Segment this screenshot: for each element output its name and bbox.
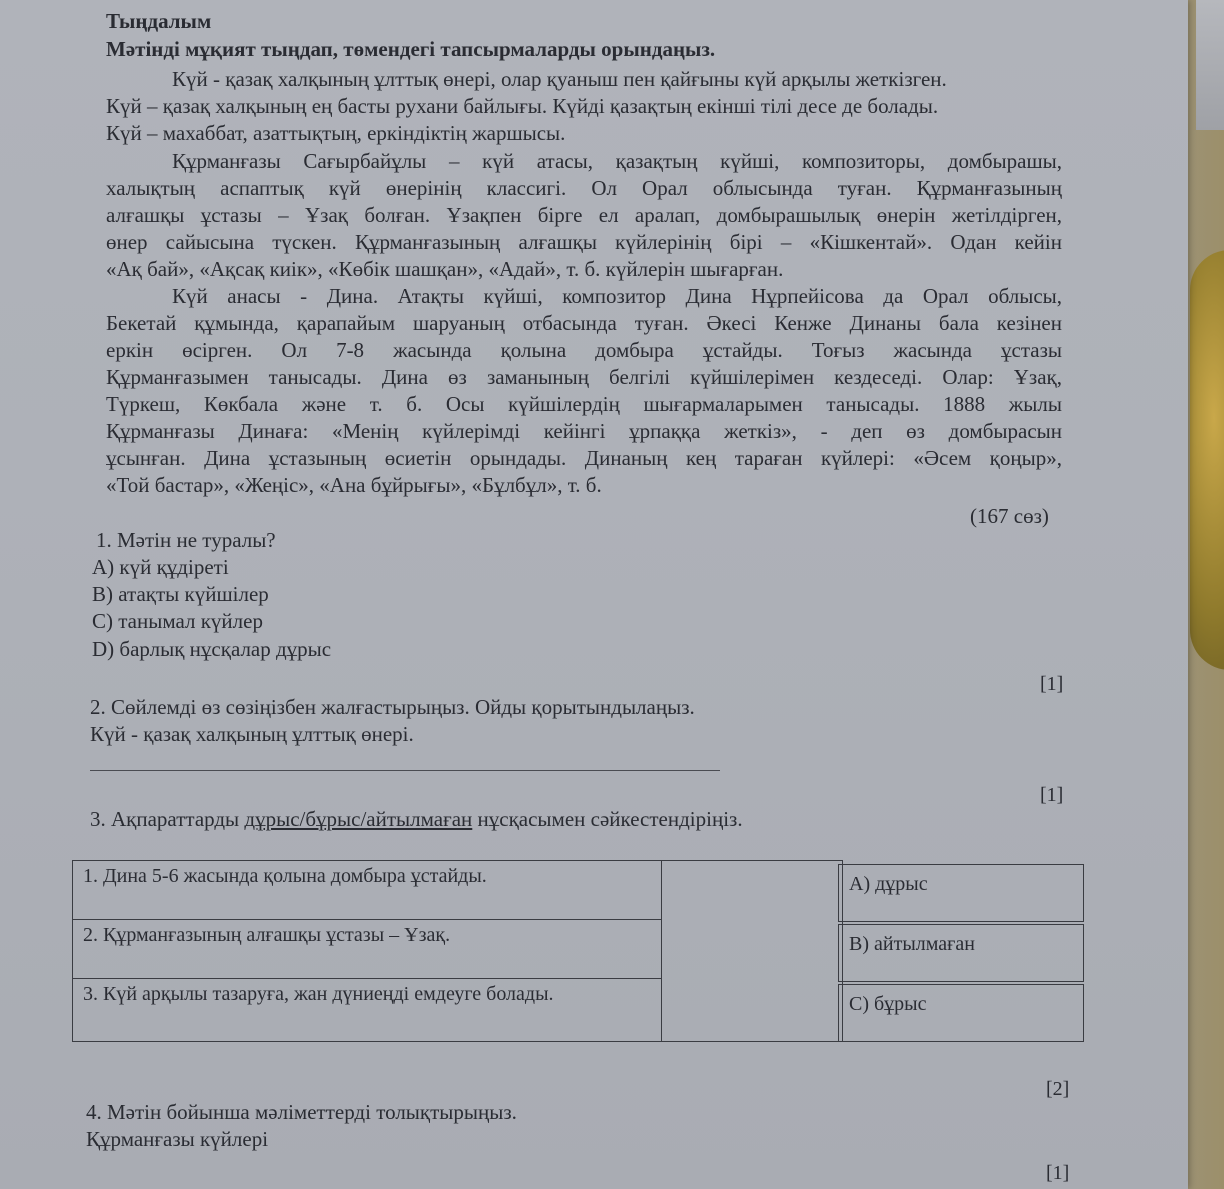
q2-question: 2. Сөйлемді өз сөзіңізбен жалғастырыңыз. Ойды қорытындылаңыз. xyxy=(90,695,695,719)
q2-mark: [1] xyxy=(1040,784,1064,806)
section-title: Тыңдалым xyxy=(106,9,212,33)
table-row xyxy=(73,920,843,979)
q1-option-c: C) танымал күйлер xyxy=(92,609,263,633)
passage-line: Күй – махаббат, азаттықтың, еркіндіктің жаршысы. xyxy=(106,121,566,145)
passage-line: «Той бастар», «Жеңіс», «Ана бұйрығы», «Бұлбұл», т. б. xyxy=(106,473,602,497)
background-fruit xyxy=(1190,250,1224,670)
q1-option-d: D) барлық нұсқалар дұрыс xyxy=(92,637,332,661)
statements-table xyxy=(72,860,843,1042)
option-c: C) бұрыс xyxy=(838,984,1084,1042)
q1-question: 1. Мәтін не туралы? xyxy=(96,528,276,552)
passage-line: Бекетай құмында, қарапайым шаруаның отбасында туған. Әкесі Кенже Динаны бала кезінен xyxy=(106,311,1062,335)
passage-line: Түркеш, Көкбала және т. б. Осы күйшілердің шығармаларымен танысады. 1888 жылы xyxy=(106,392,1062,416)
matching-space xyxy=(662,861,843,920)
passage-line: Күй – қазақ халқының ең басты рухани байлығы. Күйді қазақтың екінші тілі десе де болады. xyxy=(106,94,939,118)
statement-1: 1. Дина 5-6 жасында қолына домбыра ұстайды. xyxy=(73,861,662,920)
background-wall xyxy=(1196,0,1224,130)
table-row xyxy=(73,979,843,1042)
passage-line: алғашқы ұстазы – Ұзақ болған. Ұзақпен бірге ел аралап, домбырашылық өнерін жетілдірген, xyxy=(106,203,1062,227)
q3-question-prefix: 3. Ақпараттарды xyxy=(90,807,245,831)
passage-line: Құрманғазымен танысады. Дина өз заманының белгілі күйшілерімен кездеседі. Олар: Ұзақ, xyxy=(106,365,1062,389)
table-row xyxy=(73,861,843,920)
passage-line: ұсынған. Дина ұстазының өсиетін орындады. Динаның кең тараған күйлері: «Әсем қоңыр», xyxy=(106,446,1062,470)
q1-mark: [1] xyxy=(1040,673,1064,695)
matching-space xyxy=(662,979,843,1042)
statement-2: 2. Құрманғазының алғашқы ұстазы – Ұзақ. xyxy=(73,920,662,979)
q3-question xyxy=(90,806,743,833)
q4-mark: [1] xyxy=(1046,1162,1070,1184)
option-b: B) айтылмаған xyxy=(838,924,1084,982)
matching-space xyxy=(662,920,843,979)
q3-mark: [2] xyxy=(1046,1078,1070,1100)
passage-line: Күй анасы - Дина. Атақты күйші, композитор Дина Нұрпейісова да Орал облысы, xyxy=(172,284,1062,308)
statement-3: 3. Күй арқылы тазаруға, жан дүниеңді емдеуге болады. xyxy=(73,979,662,1042)
passage-line: Күй - қазақ халқының ұлттық өнері, олар қуаныш пен қайғыны күй арқылы жеткізген. xyxy=(172,67,947,91)
q4-prompt: Құрманғазы күйлері xyxy=(86,1127,269,1151)
passage-line: Құрманғазы Динаға: «Менің күйлерімді кейінгі ұрпаққа жеткіз», - деп өз домбырасын xyxy=(106,419,1062,443)
q2-prompt: Күй - қазақ халқының ұлттық өнері. xyxy=(90,722,414,746)
passage-line: Құрманғазы Сағырбайұлы – күй атасы, қазақтың күйші, композиторы, домбырашы, xyxy=(172,149,1062,173)
word-count: (167 сөз) xyxy=(970,504,1049,528)
q1-option-a: A) күй құдіреті xyxy=(92,555,229,579)
answer-line[interactable] xyxy=(90,770,720,771)
instruction: Мәтінді мұқият тыңдап, төмендегі тапсырмаларды орындаңыз. xyxy=(106,37,716,61)
passage-line: «Ақ бай», «Ақсақ киік», «Көбік шашқан», «Адай», т. б. күйлерін шығарған. xyxy=(106,257,784,281)
passage-line: халықтың аспаптық күй өнерінің классигі. Ол Орал облысында туған. Құрманғазының xyxy=(106,176,1062,200)
q1-option-b: B) атақты күйшілер xyxy=(92,582,269,606)
q3-question-underlined: дұрыс/бұрыс/айтылмаған xyxy=(244,807,473,831)
q3-question-suffix: нұсқасымен сәйкестендіріңіз. xyxy=(472,807,743,831)
q4-question: 4. Мәтін бойынша мәліметтерді толықтырыңыз. xyxy=(86,1100,517,1124)
option-a: A) дұрыс xyxy=(838,864,1084,922)
passage-line: өнер сайысына түскен. Құрманғазының алғашқы күйлерінің бірі – «Кішкентай». Одан кейін xyxy=(106,230,1062,254)
passage-line: еркін өсірген. Ол 7-8 жасында қолына домбыра ұстайды. Тоғыз жасында ұстазы xyxy=(106,338,1062,362)
